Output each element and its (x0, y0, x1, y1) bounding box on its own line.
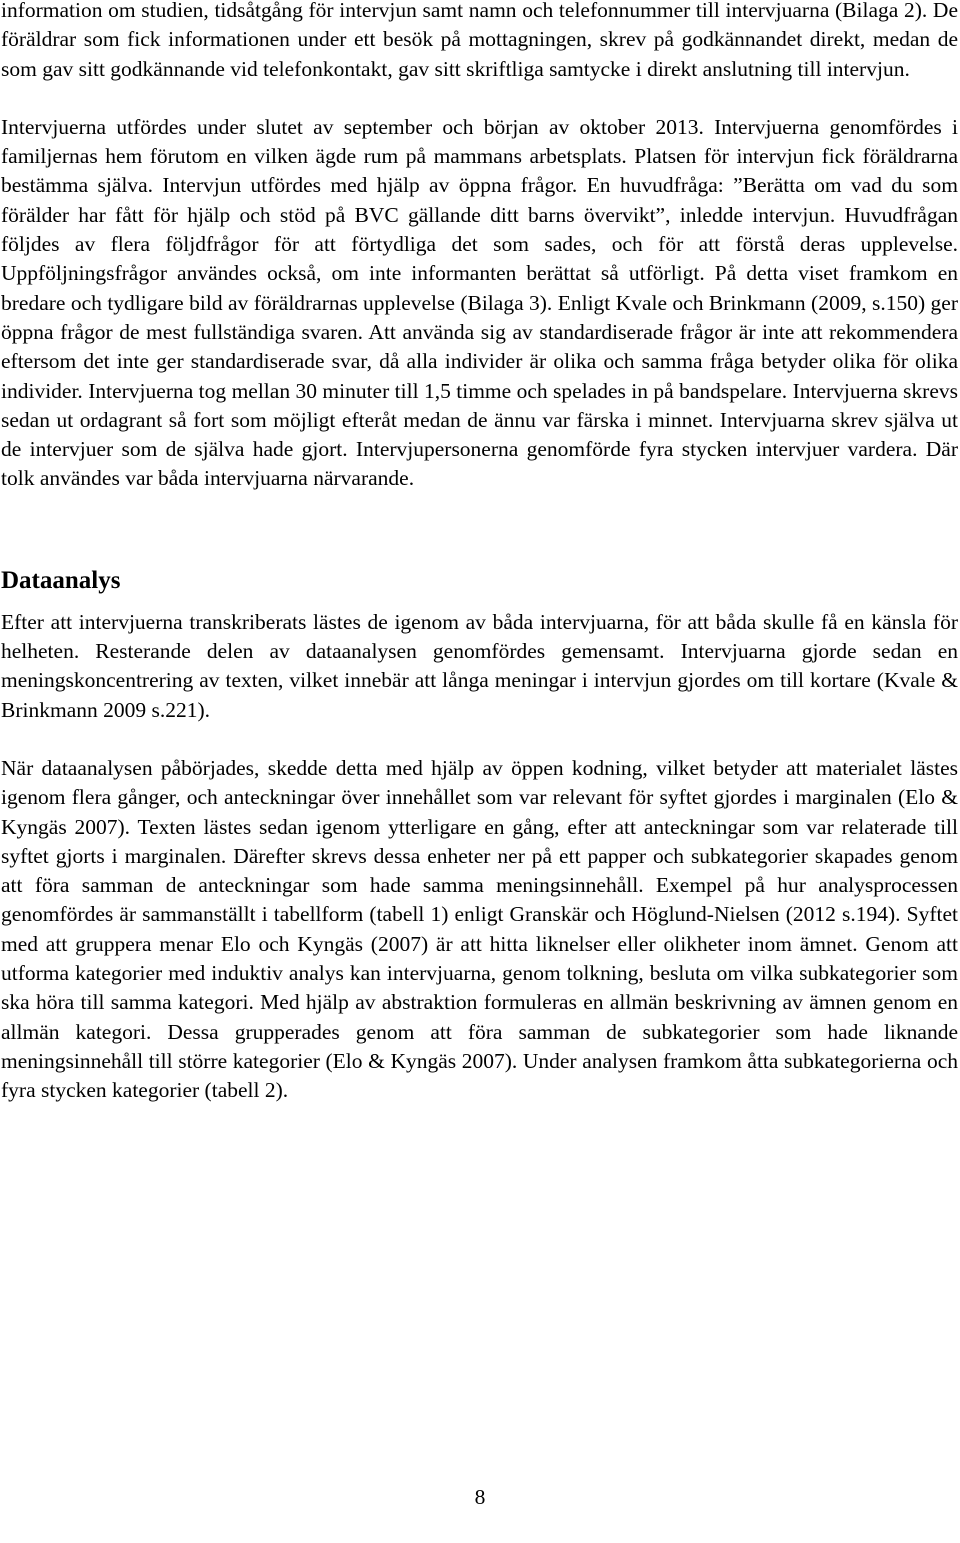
page-number: 8 (474, 1485, 486, 1509)
body-paragraph-coding: När dataanalysen påbörjades, skedde detta med hjälp av öppen kodning, vilket betyder att materialet lästes igenom flera gånger, och anteckningar över innehållet som var relevant för syftet gjordes i marginalen (Elo & Kyngäs 2007). Texten lästes sedan igenom ytterligare en gång, efter att anteckningar som var relaterade till syftet gjorts i marginalen. Därefter skrevs dessa enheter ner på ett papper och subkategorier skapades genom att föra samman de anteckningar som hade samma meningsinnehåll. Exempel på hur analysprocessen genomfördes är sammanställt i tabellform (tabell 1) enligt Granskär och Höglund-Nielsen (2012 s.194). Syftet med att gruppera menar Elo och Kyngäs (2007) är att hitta liknelser eller olikheter inom ämnet. Genom att utforma kategorier med induktiv analys kan intervjuarna, genom tolkning, besluta om vilka subkategorier som ska höra till samma kategori. Med hjälp av abstraktion formuleras en allmän beskrivning av ämnen genom en allmän kategori. Dessa grupperades genom att föra samman de subkategorier som hade liknande meningsinnehåll till större kategorier (Elo & Kyngäs 2007). Under analysen framkom åtta subkategorierna och fyra stycken kategorier (tabell 2). (1, 755, 958, 1103)
body-paragraph-consent: information om studien, tidsåtgång för intervjun samt namn och telefonnummer till intervjuarna (Bilaga 2). De föräldrar som fick informationen under ett besök på mottagningen, skrev på godkännandet direkt, medan de som gav sitt godkännande vid telefonkontakt, gav sitt skriftliga samtycke i direkt anslutning till intervjun. (1, 0, 958, 81)
body-paragraph-transcription: Efter att intervjuerna transkriberats lästes de igenom av båda intervjuarna, för att båda skulle få en känsla för helheten. Resterande delen av dataanalysen genomfördes gemensamt. Intervjuarna gjorde sedan en meningskoncentrering av texten, vilket innebär att långa meningar i intervjun gjordes om till kortare (Kvale & Brinkmann 2009 s.221). (1, 609, 958, 722)
body-paragraph-interviews: Intervjuerna utfördes under slutet av september och början av oktober 2013. Intervjuerna genomfördes i familjernas hem förutom en vilken ägde rum på mammans arbetsplats. Platsen för intervjun fick föräldrarna bestämma själva. Intervjun utfördes med hjälp av öppna frågor. En huvudfråga: ”Berätta om vad du som förälder har fått för hjälp och stöd på BVC gällande ditt barns övervikt”, inledde intervjun. Huvudfrågan följdes av flera följdfrågor för att förtydliga det som sades, och för att förstå deras upplevelse. Uppföljningsfrågor användes också, om inte informanten berättat så utförligt. På detta viset framkom en bredare och tydligare bild av föräldrarnas upplevelse (Bilaga 3). Enligt Kvale och Brinkmann (2009, s.150) ger öppna frågor de mest fullständiga svaren. Att använda sig av standardiserade frågor är inte att rekommendera eftersom det inte ger standardiserade svar, då alla individer är olika och samma fråga betyder olika för olika individer. Intervjuerna tog mellan 30 minuter till 1,5 timme och spelades in på bandspelare. Intervjuerna skrevs sedan ut ordagrant så fort som möjligt efteråt medan de ännu var färska i minnet. Intervjuarna skrev själva ut de intervjuer som de själva hade gjort. Intervjupersonerna genomförde fyra stycken intervjuer vardera. Där tolk användes var båda intervjuarna närvarande. (1, 114, 958, 491)
section-heading-dataanalys: Dataanalys (1, 566, 121, 594)
